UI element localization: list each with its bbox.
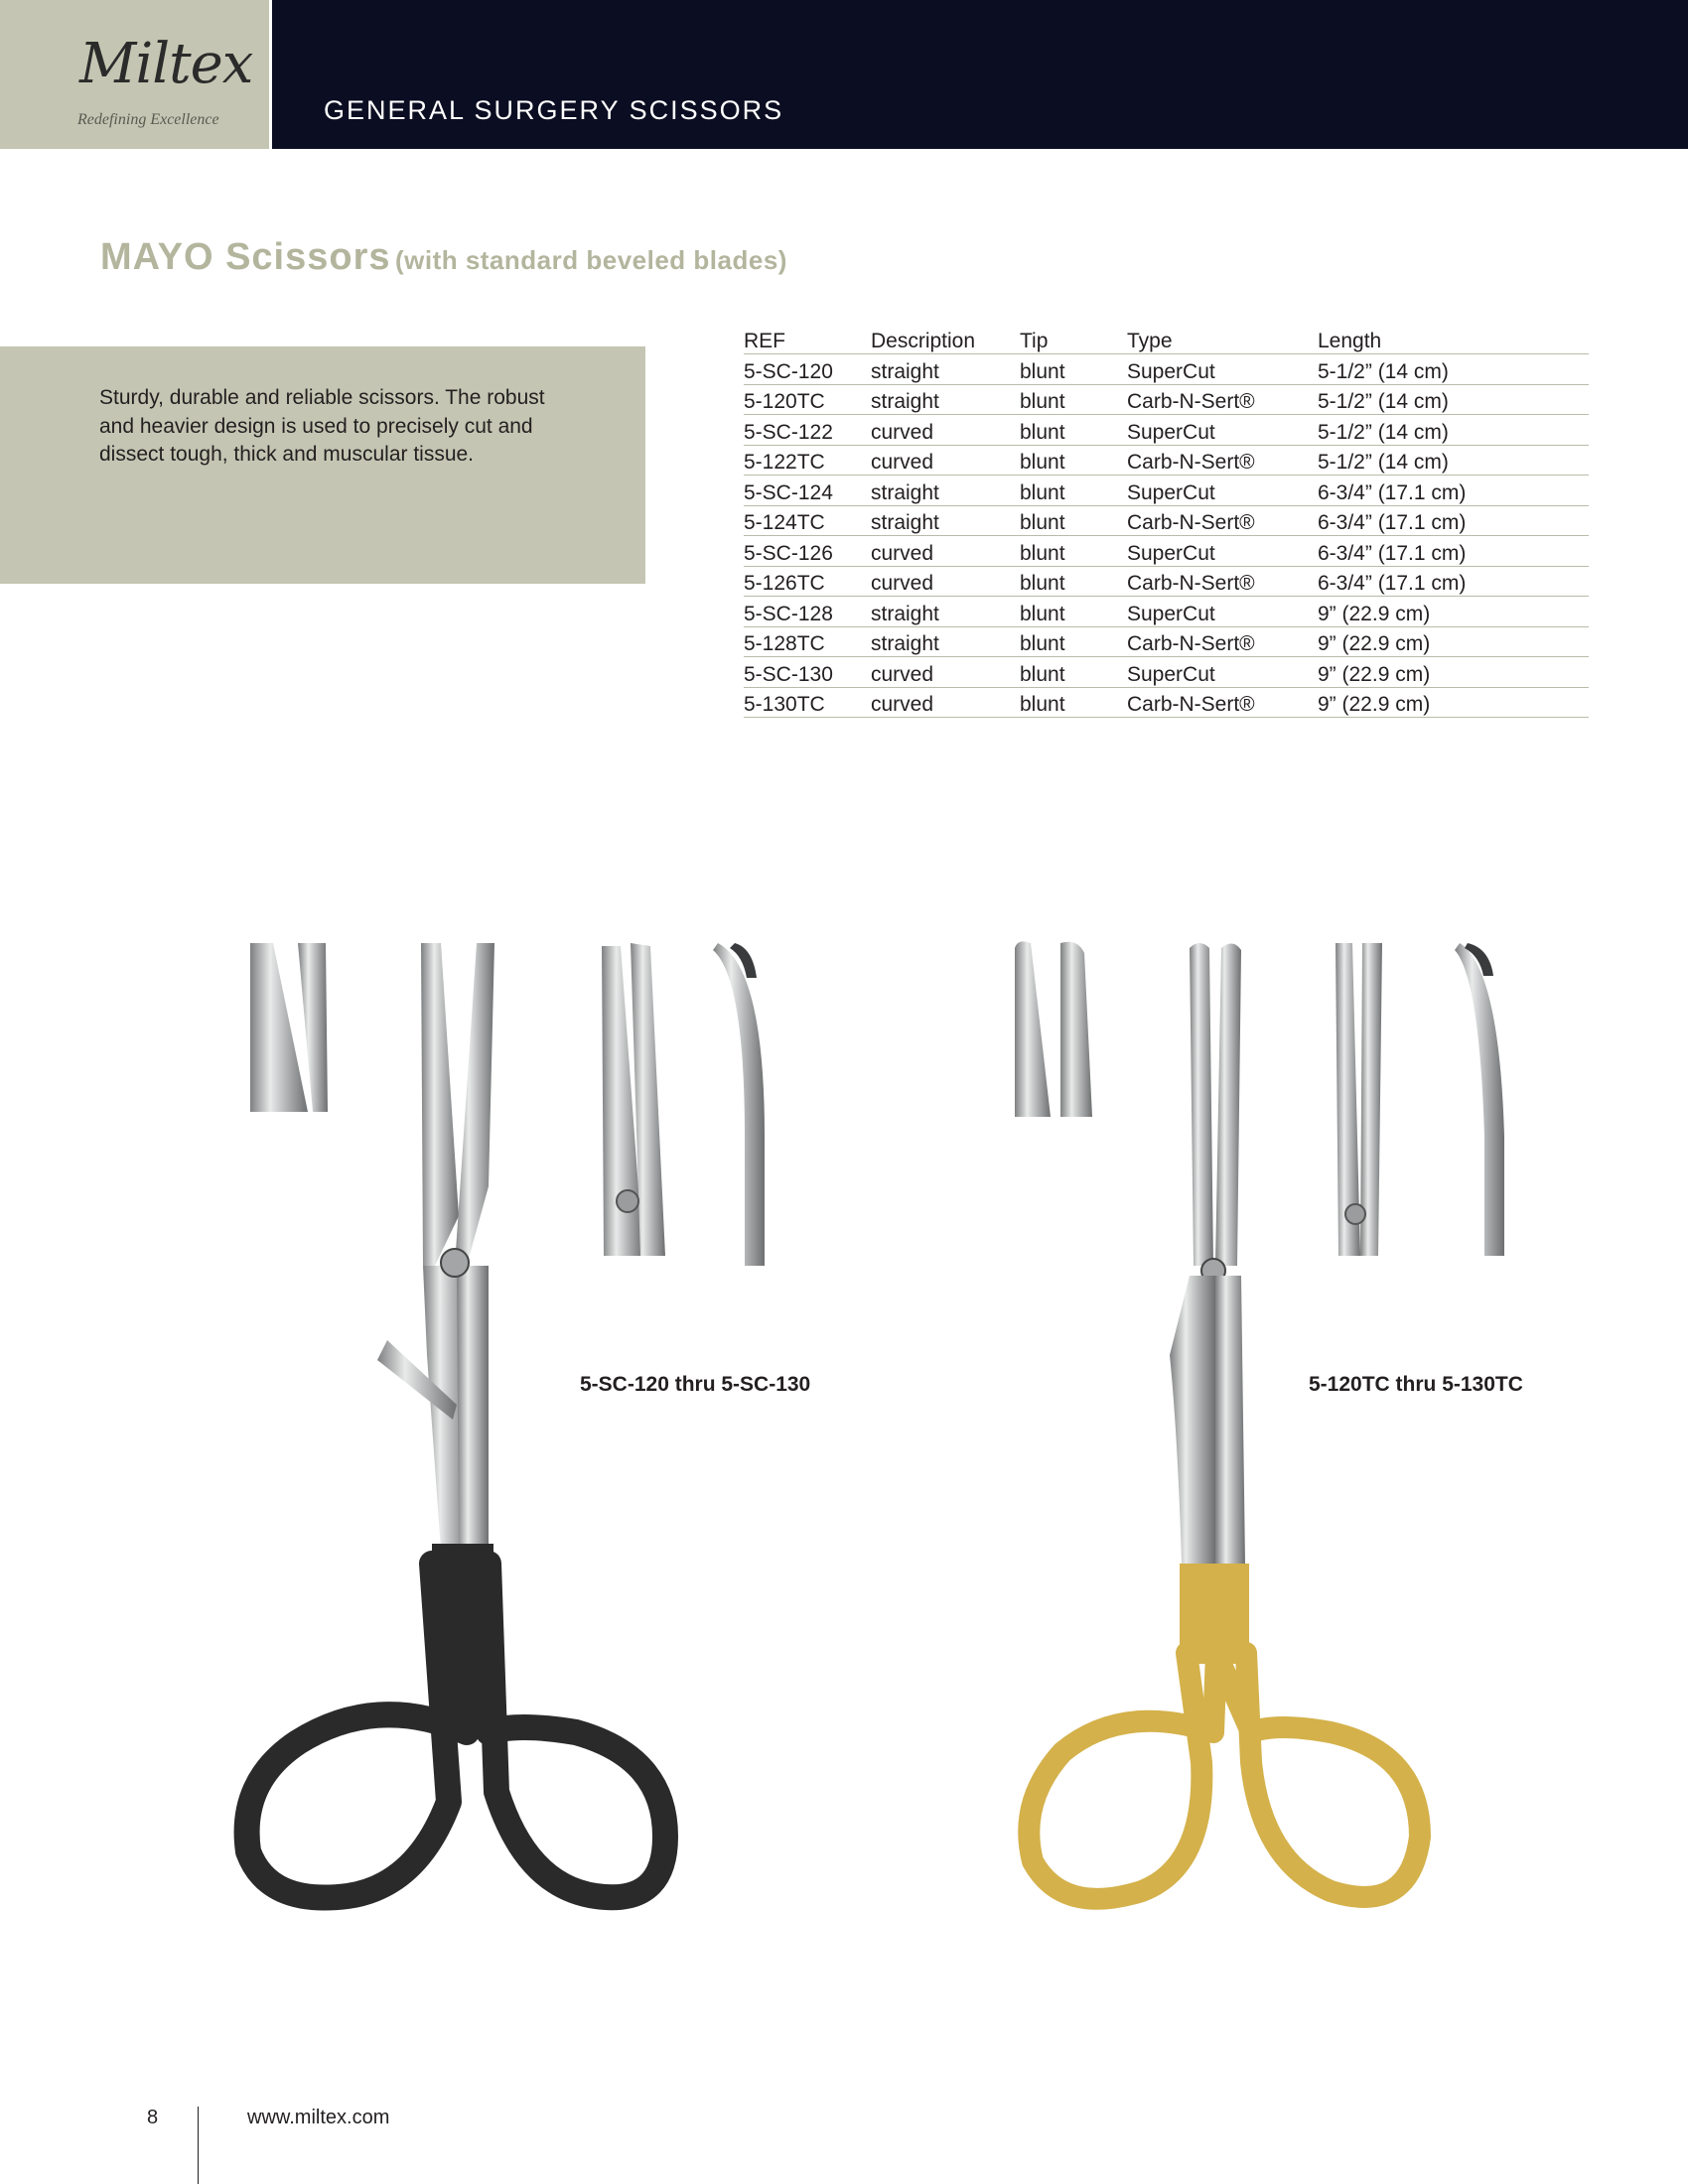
product-caption-carb-n-sert: 5-120TC thru 5-130TC xyxy=(1309,1373,1523,1396)
col-header-tip: Tip xyxy=(1020,324,1127,354)
cell-length: 5-1/2” (14 cm) xyxy=(1318,445,1589,476)
table-body xyxy=(744,354,1589,718)
col-header-ref: REF xyxy=(744,324,871,354)
cell-description: straight xyxy=(871,597,1020,627)
table-row xyxy=(744,505,1589,536)
cell-length: 6-3/4” (17.1 cm) xyxy=(1318,505,1589,536)
cell-length: 9” (22.9 cm) xyxy=(1318,597,1589,627)
table-header-row xyxy=(744,324,1589,354)
cell-length: 9” (22.9 cm) xyxy=(1318,657,1589,688)
table-row xyxy=(744,657,1589,688)
cell-description: straight xyxy=(871,476,1020,506)
tip-detail-inset-4 xyxy=(1336,943,1382,1256)
cell-description: straight xyxy=(871,384,1020,415)
cell-tip: blunt xyxy=(1020,566,1127,597)
tip-detail-inset-3 xyxy=(1015,941,1092,1117)
table-row xyxy=(744,566,1589,597)
cell-type: SuperCut xyxy=(1127,415,1318,446)
cell-type: SuperCut xyxy=(1127,354,1318,385)
cell-type: SuperCut xyxy=(1127,597,1318,627)
logo-tagline: Redefining Excellence xyxy=(77,111,219,128)
product-caption-supercut: 5-SC-120 thru 5-SC-130 xyxy=(580,1373,811,1396)
table-row xyxy=(744,415,1589,446)
table-row xyxy=(744,597,1589,627)
spec-table xyxy=(744,324,1589,718)
miltex-logo: Miltex xyxy=(79,32,253,96)
table-row xyxy=(744,626,1589,657)
cell-ref: 5-SC-122 xyxy=(744,415,871,446)
cell-description: curved xyxy=(871,566,1020,597)
col-header-description: Description xyxy=(871,324,1020,354)
cell-tip: blunt xyxy=(1020,536,1127,567)
cell-description: curved xyxy=(871,536,1020,567)
header-bar xyxy=(272,0,1688,149)
cell-ref: 5-120TC xyxy=(744,384,871,415)
cell-description: straight xyxy=(871,505,1020,536)
cell-tip: blunt xyxy=(1020,384,1127,415)
cell-tip: blunt xyxy=(1020,597,1127,627)
table-row xyxy=(744,445,1589,476)
cell-length: 6-3/4” (17.1 cm) xyxy=(1318,476,1589,506)
cell-tip: blunt xyxy=(1020,687,1127,718)
tip-detail-inset-2 xyxy=(596,938,685,1266)
table-row xyxy=(744,536,1589,567)
cell-tip: blunt xyxy=(1020,505,1127,536)
table-row xyxy=(744,476,1589,506)
cell-tip: blunt xyxy=(1020,657,1127,688)
cell-length: 5-1/2” (14 cm) xyxy=(1318,354,1589,385)
logo-box xyxy=(0,0,269,149)
table-row xyxy=(744,384,1589,415)
col-header-length: Length xyxy=(1318,324,1589,354)
cell-tip: blunt xyxy=(1020,626,1127,657)
description-text: Sturdy, durable and reliable scissors. The robust and heavier design is used to precisely cut and dissect tough, thick and muscular tissue. xyxy=(99,386,545,466)
cell-ref: 5-SC-120 xyxy=(744,354,871,385)
cell-ref: 5-SC-124 xyxy=(744,476,871,506)
section-title xyxy=(100,236,787,279)
cell-type: Carb-N-Sert® xyxy=(1127,445,1318,476)
footer-url[interactable]: www.miltex.com xyxy=(247,2107,390,2128)
cell-type: SuperCut xyxy=(1127,536,1318,567)
cell-ref: 5-SC-128 xyxy=(744,597,871,627)
cell-tip: blunt xyxy=(1020,445,1127,476)
cell-length: 6-3/4” (17.1 cm) xyxy=(1318,536,1589,567)
tip-detail-inset-1 xyxy=(246,938,355,1117)
cell-ref: 5-122TC xyxy=(744,445,871,476)
cell-tip: blunt xyxy=(1020,476,1127,506)
cell-length: 5-1/2” (14 cm) xyxy=(1318,384,1589,415)
section-title-main: MAYO Scissors xyxy=(100,236,391,278)
cell-length: 9” (22.9 cm) xyxy=(1318,687,1589,718)
cell-ref: 5-SC-126 xyxy=(744,536,871,567)
header-title: GENERAL SURGERY SCISSORS xyxy=(324,95,784,125)
section-title-sub: (with standard beveled blades) xyxy=(394,245,787,275)
curved-detail-inset xyxy=(713,943,765,1266)
page-number: 8 xyxy=(147,2107,159,2128)
cell-ref: 5-124TC xyxy=(744,505,871,536)
table-row xyxy=(744,687,1589,718)
cell-ref: 5-126TC xyxy=(744,566,871,597)
cell-type: SuperCut xyxy=(1127,476,1318,506)
cell-type: Carb-N-Sert® xyxy=(1127,384,1318,415)
description-box xyxy=(0,346,645,584)
cell-length: 5-1/2” (14 cm) xyxy=(1318,415,1589,446)
cell-description: curved xyxy=(871,445,1020,476)
cell-type: Carb-N-Sert® xyxy=(1127,687,1318,718)
table-row xyxy=(744,354,1589,385)
cell-type: Carb-N-Sert® xyxy=(1127,505,1318,536)
cell-type: SuperCut xyxy=(1127,657,1318,688)
cell-length: 9” (22.9 cm) xyxy=(1318,626,1589,657)
col-header-type: Type xyxy=(1127,324,1318,354)
cell-type: Carb-N-Sert® xyxy=(1127,626,1318,657)
footer-divider xyxy=(198,2107,199,2184)
cell-tip: blunt xyxy=(1020,415,1127,446)
cell-ref: 5-SC-130 xyxy=(744,657,871,688)
supercut-scissors-photo xyxy=(228,938,904,1921)
carb-n-sert-scissors-photo xyxy=(1003,938,1529,1921)
cell-description: straight xyxy=(871,626,1020,657)
cell-ref: 5-128TC xyxy=(744,626,871,657)
cell-type: Carb-N-Sert® xyxy=(1127,566,1318,597)
cell-description: curved xyxy=(871,657,1020,688)
cell-length: 6-3/4” (17.1 cm) xyxy=(1318,566,1589,597)
cell-description: straight xyxy=(871,354,1020,385)
curved-detail-inset-2 xyxy=(1455,943,1504,1256)
cell-description: curved xyxy=(871,687,1020,718)
cell-ref: 5-130TC xyxy=(744,687,871,718)
cell-tip: blunt xyxy=(1020,354,1127,385)
cell-description: curved xyxy=(871,415,1020,446)
